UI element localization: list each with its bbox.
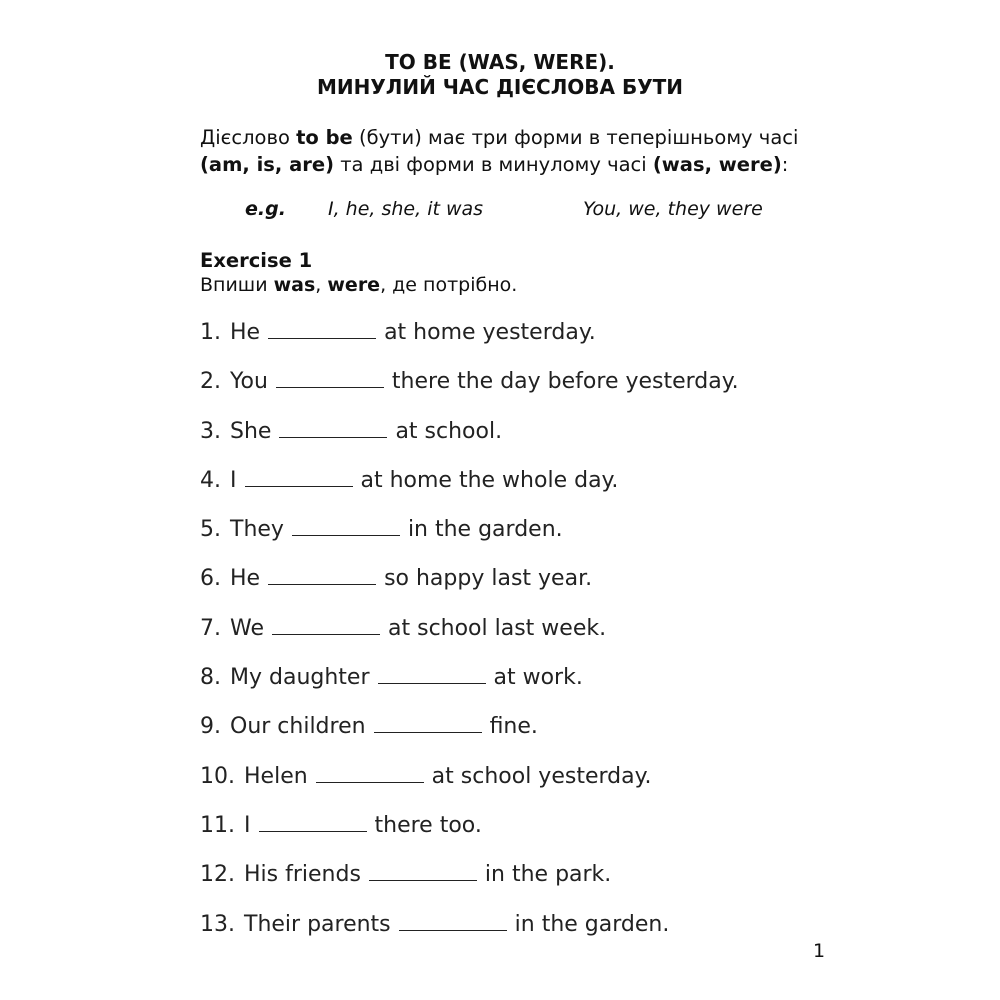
exercise-item-predicate: at work.	[493, 665, 583, 691]
exercise-item	[200, 466, 820, 515]
intro-text: Дієслово	[200, 126, 297, 149]
exercise-item-number: 5.	[200, 517, 221, 543]
exercise-item-subject: Our children	[230, 714, 366, 740]
exercise-item-subject: He	[230, 320, 261, 345]
exercise-item	[200, 515, 820, 564]
exercise-item-predicate: fine.	[489, 714, 538, 740]
exercise-item-number: 10.	[200, 763, 235, 789]
exercise-item	[200, 910, 820, 959]
exercise-item-subject: You	[230, 369, 268, 395]
intro-text: :	[781, 153, 789, 176]
exercise-item	[200, 860, 820, 909]
answer-blank[interactable]	[399, 910, 507, 931]
answer-blank[interactable]	[245, 466, 353, 487]
answer-blank[interactable]	[259, 811, 367, 832]
exercise-heading: Exercise 1	[200, 249, 313, 272]
intro-bold-past-forms: (was, were)	[652, 153, 782, 176]
exercise-item-number: 8.	[200, 665, 221, 691]
answer-blank[interactable]	[276, 367, 384, 388]
exercise-item-number: 3.	[200, 418, 221, 444]
exercise-item	[200, 663, 820, 712]
page-title-line-2: МИНУЛИЙ ЧАС ДІЄСЛОВА БУТИ	[316, 75, 684, 99]
exercise-item-predicate: so happy last year.	[384, 566, 593, 592]
exercise-item	[200, 614, 820, 663]
exercise-item-predicate: in the garden.	[514, 911, 670, 937]
example-label: e.g.	[245, 198, 286, 220]
exercise-item-number: 1.	[200, 320, 221, 345]
exercise-item-subject: My daughter	[230, 665, 370, 691]
answer-blank[interactable]	[279, 417, 387, 438]
instruction-bold-were: were	[327, 274, 381, 296]
exercise-item-subject: They	[230, 517, 284, 543]
exercise-item	[200, 762, 820, 811]
intro-bold-present-forms: (am, is, are)	[200, 153, 334, 176]
exercise-item	[200, 318, 820, 367]
exercise-item-subject: I	[244, 812, 251, 838]
exercise-item-subject: He	[230, 566, 261, 592]
example-singular: I, he, she, it was	[328, 198, 484, 220]
exercise-item-subject: Their parents	[244, 911, 391, 937]
exercise-item-predicate: at school yesterday.	[431, 763, 652, 789]
answer-blank[interactable]	[272, 614, 380, 635]
exercise-item-number: 6.	[200, 566, 221, 592]
answer-blank[interactable]	[268, 564, 376, 585]
example-row	[0, 198, 1000, 226]
answer-blank[interactable]	[378, 663, 486, 684]
grammar-intro	[200, 124, 800, 178]
answer-blank[interactable]	[374, 712, 482, 733]
page-title-line-1: TO BE (WAS, WERE).	[385, 50, 615, 74]
exercise-item	[200, 712, 820, 761]
instruction-text: ,	[315, 274, 328, 296]
exercise-item-subject: She	[230, 418, 272, 444]
answer-blank[interactable]	[316, 762, 424, 783]
answer-blank[interactable]	[369, 860, 477, 881]
exercise-item-predicate: at home yesterday.	[384, 320, 596, 345]
page-number: 1	[813, 940, 826, 962]
exercise-item-subject: His friends	[244, 862, 361, 888]
exercise-item	[200, 417, 820, 466]
exercise-item-number: 11.	[200, 812, 235, 838]
exercise-item-predicate: there the day before yesterday.	[391, 369, 739, 395]
exercise-item-number: 13.	[200, 911, 235, 937]
exercise-item-predicate: at school.	[395, 418, 503, 444]
exercise-item	[200, 564, 820, 613]
exercise-item-number: 7.	[200, 615, 221, 641]
instruction-bold-was: was	[273, 274, 316, 296]
answer-blank[interactable]	[292, 515, 400, 536]
exercise-instruction	[200, 272, 517, 298]
exercise-item-predicate: there too.	[374, 812, 482, 838]
exercise-item-number: 2.	[200, 369, 221, 395]
intro-text: та дві форми в минулому часі	[334, 153, 653, 176]
exercise-item-subject: We	[230, 615, 264, 641]
exercise-item-number: 4.	[200, 467, 221, 493]
exercise-list	[200, 318, 820, 959]
exercise-item	[200, 811, 820, 860]
exercise-item-predicate: in the park.	[484, 862, 612, 888]
intro-bold-to-be: to be	[296, 126, 353, 149]
instruction-text: Впиши	[200, 274, 274, 296]
exercise-item	[200, 367, 820, 416]
example-plural: You, we, they were	[583, 198, 763, 220]
exercise-item-predicate: at home the whole day.	[360, 467, 619, 493]
instruction-text: , де потрібно.	[380, 274, 518, 296]
exercise-item-subject: I	[230, 467, 237, 493]
intro-text: (бути) має три форми в теперішньому часі	[352, 126, 799, 149]
exercise-item-subject: Helen	[244, 763, 308, 789]
exercise-item-predicate: at school last week.	[388, 615, 607, 641]
answer-blank[interactable]	[268, 318, 376, 339]
exercise-item-number: 9.	[200, 714, 221, 740]
exercise-item-predicate: in the garden.	[407, 517, 563, 543]
exercise-item-number: 12.	[200, 862, 235, 888]
